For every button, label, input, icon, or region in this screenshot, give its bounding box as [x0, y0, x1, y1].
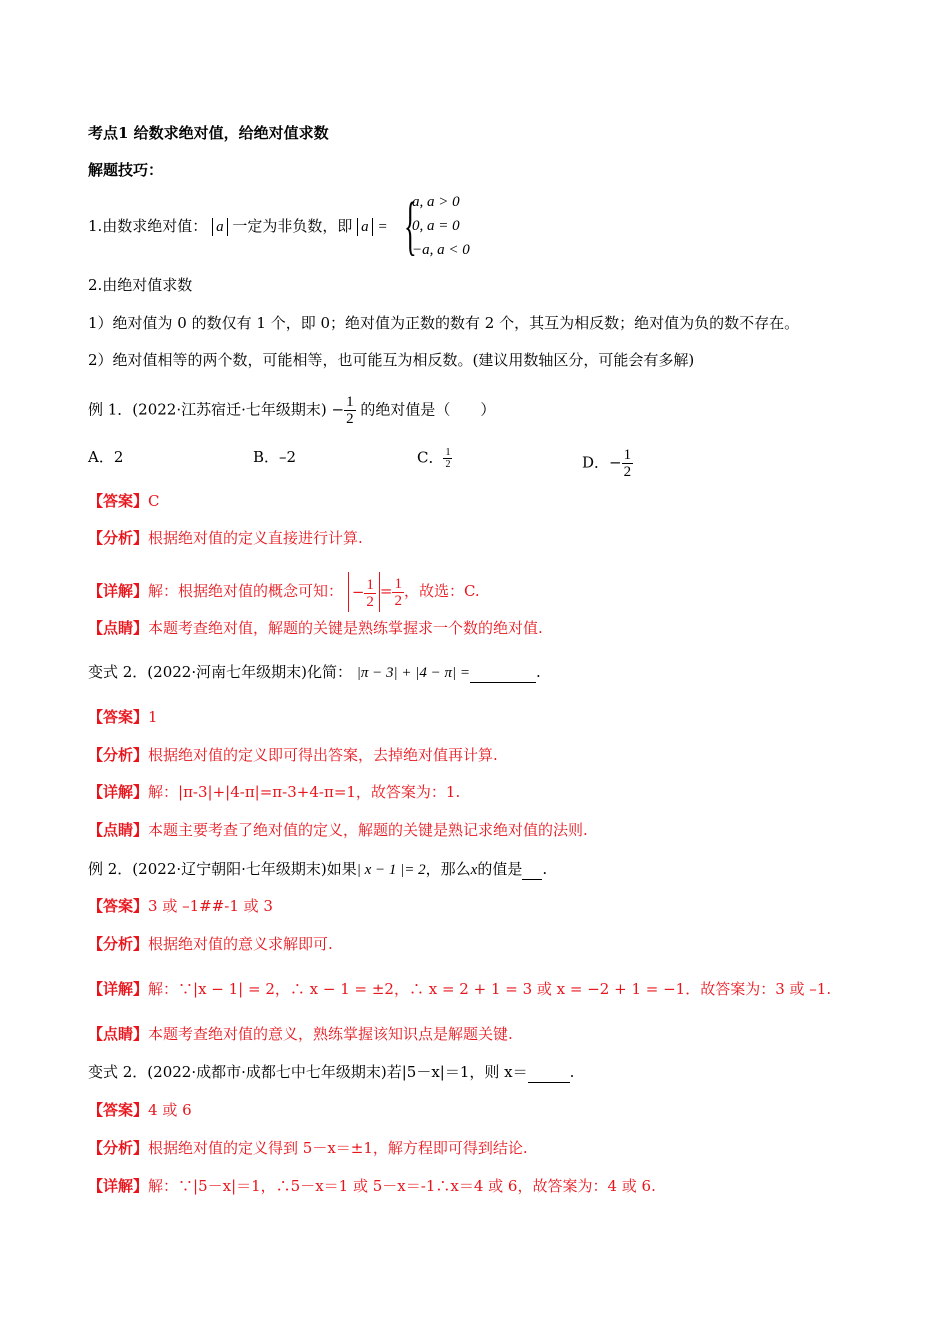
- var2-answer: 【答案】4 或 6: [88, 1101, 192, 1119]
- var1-question: 变式 2．(2022·河南七年级期末)化简： |π − 3| + |4 − π| = .: [88, 663, 541, 681]
- ex2-comment: 【点睛】本题考查绝对值的意义，熟练掌握该知识点是解题关键.: [88, 1025, 513, 1043]
- var1-detail: 【详解】解：|π-3|+|4-π|=π-3+4-π=1，故答案为：1.: [88, 783, 461, 801]
- tip2-2: 2）绝对值相等的两个数，可能相等，也可能互为相反数。(建议用数轴区分，可能会有多解): [88, 351, 695, 369]
- fraction-half-small: $\frac{1}{2}$: [445, 447, 451, 470]
- section-title: 考点1 给数求绝对值，给绝对值求数: [88, 124, 329, 142]
- ex1-suffix: 的绝对值是（ ）: [360, 400, 496, 419]
- ex2-expression: | x − 1 |= 2: [356, 862, 426, 878]
- ex1-answer: 【答案】C: [88, 492, 160, 510]
- answer-blank[interactable]: [470, 662, 536, 683]
- ex1-question: [88, 394, 495, 427]
- ex1-analysis: 【分析】根据绝对值的定义直接进行计算.: [88, 529, 363, 547]
- var1-answer: 【答案】1: [88, 708, 158, 726]
- ex2-question: 例 2．(2022·辽宁朝阳·七年级期末)如果| x − 1 |= 2，那么x的值是 .: [88, 860, 548, 878]
- case-row-3: −a, a < 0: [412, 242, 470, 258]
- equals-sign: =: [377, 219, 388, 235]
- tip2: 2.由绝对值求数: [88, 276, 193, 294]
- ex2-answer: 【答案】3 或 –1##-1 或 3: [88, 897, 273, 915]
- tips-label: 解题技巧：: [88, 161, 164, 179]
- option-c: C． $\frac{1}{2}$: [417, 447, 451, 470]
- case-row-2: 0, a = 0: [412, 218, 460, 234]
- fraction-half: $\frac{1}{2}$: [346, 394, 354, 427]
- option-b: B．–2: [253, 448, 297, 466]
- cases-brace: {: [404, 189, 417, 262]
- answer-blank-3[interactable]: [528, 1062, 570, 1083]
- abs-neg-half: − $\frac{1}{2}$: [348, 572, 380, 612]
- var2-analysis: 【分析】根据绝对值的定义得到 5－x＝±1，解方程即可得到结论.: [88, 1139, 528, 1157]
- option-a: A．2: [88, 448, 124, 466]
- answer-blank-2[interactable]: [522, 859, 542, 880]
- ex1-prefix: 例 1．(2022·江苏宿迁·七年级期末): [88, 400, 327, 419]
- tip2-1: 1）绝对值为 0 的数仅有 1 个，即 0；绝对值为正数的数有 2 个，其互为相反数；绝对值为负的数不存在。: [88, 314, 800, 332]
- option-d: D．− $\frac{1}{2}$: [582, 447, 632, 480]
- ex1-comment: 【点睛】本题考查绝对值，解题的关键是熟练掌握求一个数的绝对值.: [88, 619, 543, 637]
- ex2-detail: 【详解】解：∵|x − 1| = 2，∴ x − 1 = ±2，∴ x = 2 + 1 = 3 或 x = −2 + 1 = −1．故答案为：3 或 –1.: [88, 980, 832, 998]
- var2-question: 变式 2．(2022·成都市·成都七中七年级期末)若|5－x|＝1，则 x＝ .: [88, 1063, 575, 1081]
- abs-a: a: [212, 218, 228, 236]
- var2-detail: 【详解】解：∵|5－x|＝1，∴5－x＝1 或 5－x＝-1∴x＝4 或 6，故答案为：4 或 6.: [88, 1177, 656, 1195]
- ex1-detail: 【详解】解：根据绝对值的概念可知： − $\frac{1}{2}$ = $\frac{1}{2}$ ，故选：C.: [88, 572, 480, 612]
- abs-a-2: a: [357, 218, 373, 236]
- var1-analysis: 【分析】根据绝对值的定义即可得出答案，去掉绝对值再计算.: [88, 746, 498, 764]
- ex2-analysis: 【分析】根据绝对值的意义求解即可.: [88, 935, 333, 953]
- tip1-line: [88, 216, 388, 237]
- case-row-1: a, a > 0: [412, 194, 460, 210]
- tip1-mid: 一定为非负数，即: [232, 217, 353, 235]
- tip1-text: 1.由数求绝对值：: [88, 217, 208, 235]
- var1-comment: 【点睛】本题主要考查了绝对值的定义，解题的关键是熟记求绝对值的法则.: [88, 821, 588, 839]
- var1-expression: |π − 3| + |4 − π| =: [356, 665, 471, 681]
- minus-sign: −: [331, 400, 345, 419]
